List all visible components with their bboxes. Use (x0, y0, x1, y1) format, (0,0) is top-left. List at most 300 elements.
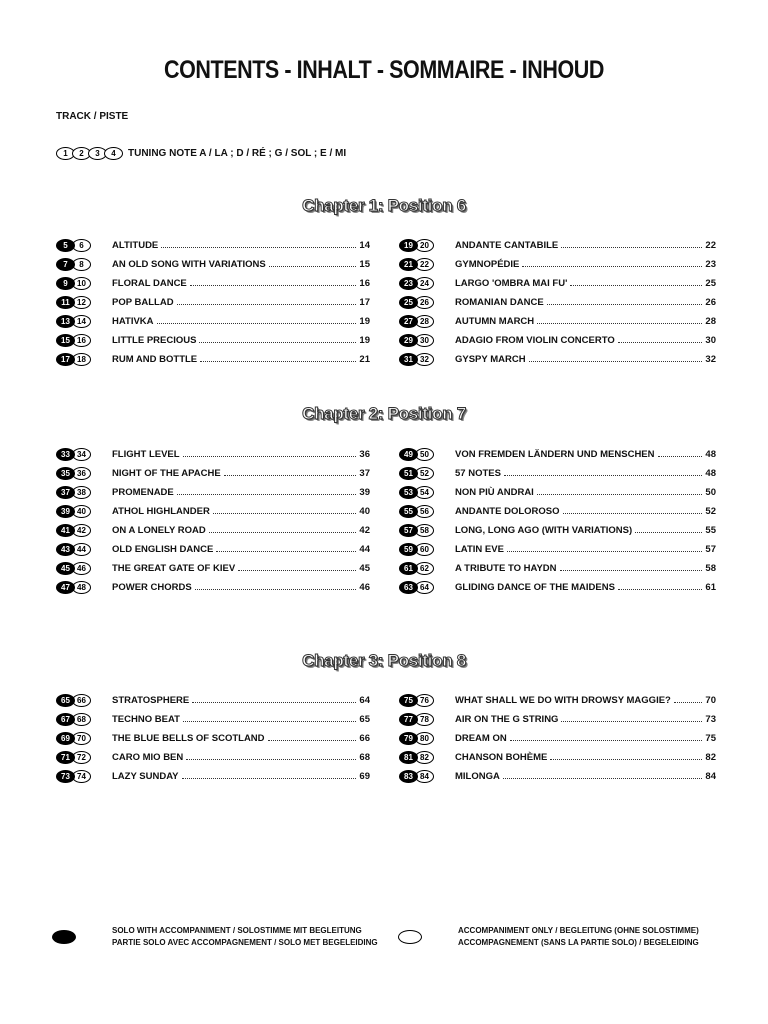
track-pair (56, 770, 112, 783)
toc-entry (56, 312, 370, 331)
entry-title: CARO MIO BEN (112, 752, 184, 763)
track-pair (399, 334, 455, 347)
solo-track-badge: 41 (56, 524, 75, 537)
legend-accompaniment (398, 925, 699, 949)
track-pair (56, 239, 112, 252)
entry-page: 37 (359, 468, 370, 479)
track-pair (56, 486, 112, 499)
toc-entry (56, 483, 370, 502)
entry-title: LAZY SUNDAY (112, 771, 179, 782)
entry-page: 52 (705, 506, 716, 517)
entry-page: 65 (359, 714, 370, 725)
track-pair (399, 467, 455, 480)
dot-leader (561, 721, 702, 722)
toc-entry (399, 502, 716, 521)
accompaniment-track-badge: 28 (415, 315, 434, 328)
entry-title: ADAGIO FROM VIOLIN CONCERTO (455, 335, 615, 346)
toc-entry (399, 559, 716, 578)
track-pair (399, 581, 455, 594)
toc-entry (56, 255, 370, 274)
entry-page: 44 (359, 544, 370, 555)
toc-entry (399, 445, 716, 464)
track-pair (56, 505, 112, 518)
entry-page: 66 (359, 733, 370, 744)
toc-entry (56, 464, 370, 483)
solo-track-badge: 19 (399, 239, 418, 252)
dot-leader (213, 513, 357, 514)
solo-track-badge: 17 (56, 353, 75, 366)
entry-title: ANDANTE CANTABILE (455, 240, 559, 251)
outline-oval-icon (398, 930, 422, 944)
dot-leader (238, 570, 356, 571)
entry-page: 64 (359, 695, 370, 706)
entry-page: 21 (359, 354, 370, 365)
entry-title: RUM AND BOTTLE (112, 354, 198, 365)
entry-page: 19 (359, 316, 370, 327)
solo-track-badge: 61 (399, 562, 418, 575)
toc-entry (56, 350, 370, 369)
accompaniment-track-badge: 22 (415, 258, 434, 271)
toc-entry (399, 748, 716, 767)
solo-track-badge: 65 (56, 694, 75, 707)
dot-leader (674, 702, 703, 703)
accompaniment-track-badge: 8 (72, 258, 91, 271)
dot-leader (529, 361, 703, 362)
entry-title: GYSPY MARCH (455, 354, 526, 365)
solo-track-badge: 5 (56, 239, 75, 252)
legend-accomp-line2: ACCOMPAGNEMENT (SANS LA PARTIE SOLO) / BEGELEIDING (458, 938, 699, 947)
toc-entry (399, 578, 716, 597)
entry-page: 61 (705, 582, 716, 593)
toc-column-right (399, 236, 716, 369)
entry-title: CHANSON BOHÈME (455, 752, 548, 763)
track-pair (399, 353, 455, 366)
solo-track-badge: 9 (56, 277, 75, 290)
entry-title: GYMNOPÉDIE (455, 259, 520, 270)
track-pair (56, 543, 112, 556)
solo-track-badge: 33 (56, 448, 75, 461)
accompaniment-track-badge: 34 (72, 448, 91, 461)
solo-track-badge: 57 (399, 524, 418, 537)
accompaniment-track-badge: 26 (415, 296, 434, 309)
legend-solo (52, 925, 378, 949)
accompaniment-track-badge: 14 (72, 315, 91, 328)
toc-entry (399, 274, 716, 293)
solo-track-badge: 73 (56, 770, 75, 783)
entry-title: WHAT SHALL WE DO WITH DROWSY MAGGIE? (455, 695, 671, 706)
accompaniment-track-badge: 58 (415, 524, 434, 537)
track-pair (399, 713, 455, 726)
entry-page: 25 (705, 278, 716, 289)
dot-leader (522, 266, 702, 267)
chapter-heading: Chapter 2: Position 7 (302, 404, 466, 423)
entry-page: 84 (705, 771, 716, 782)
entry-page: 32 (705, 354, 716, 365)
solo-track-badge: 21 (399, 258, 418, 271)
solo-track-badge: 59 (399, 543, 418, 556)
track-pair (399, 524, 455, 537)
entry-page: 75 (705, 733, 716, 744)
toc-entry (399, 255, 716, 274)
entry-page: 23 (705, 259, 716, 270)
entry-title: AN OLD SONG WITH VARIATIONS (112, 259, 266, 270)
toc-entry (399, 483, 716, 502)
accompaniment-track-badge: 78 (415, 713, 434, 726)
toc-entry (56, 559, 370, 578)
entry-title: ATHOL HIGHLANDER (112, 506, 210, 517)
entry-title: NIGHT OF THE APACHE (112, 468, 221, 479)
solo-track-badge: 15 (56, 334, 75, 347)
track-pair (399, 543, 455, 556)
entry-title: LARGO 'OMBRA MAI FU' (455, 278, 568, 289)
entry-page: 57 (705, 544, 716, 555)
entry-title: AUTUMN MARCH (455, 316, 535, 327)
entry-page: 26 (705, 297, 716, 308)
accompaniment-track-badge: 52 (415, 467, 434, 480)
dot-leader (224, 475, 357, 476)
dot-leader (183, 721, 357, 722)
accompaniment-track-badge: 60 (415, 543, 434, 556)
accompaniment-track-badge: 54 (415, 486, 434, 499)
dot-leader (209, 532, 357, 533)
entry-page: 55 (705, 525, 716, 536)
toc-entry (399, 312, 716, 331)
legend-accomp-line1: ACCOMPANIMENT ONLY / BEGLEITUNG (OHNE SOLOSTIMME) (458, 926, 699, 935)
entry-page: 58 (705, 563, 716, 574)
toc-entry (56, 729, 370, 748)
accompaniment-track-badge: 56 (415, 505, 434, 518)
solo-track-badge: 39 (56, 505, 75, 518)
accompaniment-track-badge: 48 (72, 581, 91, 594)
entry-title: LONG, LONG AGO (WITH VARIATIONS) (455, 525, 633, 536)
track-pair (56, 751, 112, 764)
toc-entry (399, 521, 716, 540)
entry-title: ROMANIAN DANCE (455, 297, 544, 308)
toc-entry (56, 293, 370, 312)
entry-title: 57 NOTES (455, 468, 501, 479)
solo-track-badge: 23 (399, 277, 418, 290)
entry-page: 36 (359, 449, 370, 460)
solo-track-badge: 69 (56, 732, 75, 745)
entry-title: ALTITUDE (112, 240, 159, 251)
track-pair (56, 713, 112, 726)
toc-entry (56, 445, 370, 464)
dot-leader (618, 589, 703, 590)
entry-title: NON PIÙ ANDRAI (455, 487, 534, 498)
track-pair (399, 448, 455, 461)
dot-leader (537, 323, 702, 324)
toc-column-left (56, 236, 370, 369)
track-pair (56, 334, 112, 347)
toc-entry (399, 540, 716, 559)
entry-page: 19 (359, 335, 370, 346)
dot-leader (216, 551, 356, 552)
dot-leader (563, 513, 703, 514)
entry-page: 69 (359, 771, 370, 782)
track-pair (56, 732, 112, 745)
entry-title: OLD ENGLISH DANCE (112, 544, 214, 555)
toc-entry (56, 748, 370, 767)
solo-track-badge: 47 (56, 581, 75, 594)
entry-title: DREAM ON (455, 733, 507, 744)
accompaniment-track-badge: 16 (72, 334, 91, 347)
track-pair (399, 505, 455, 518)
track-badge: 4 (104, 147, 123, 160)
entry-title: POP BALLAD (112, 297, 174, 308)
dot-leader (177, 304, 357, 305)
toc-entry (56, 691, 370, 710)
entry-page: 50 (705, 487, 716, 498)
dot-leader (658, 456, 703, 457)
solo-track-badge: 51 (399, 467, 418, 480)
track-pair (56, 315, 112, 328)
entry-title: LITTLE PRECIOUS (112, 335, 197, 346)
entry-page: 82 (705, 752, 716, 763)
dot-leader (182, 778, 357, 779)
entry-title: FLIGHT LEVEL (112, 449, 180, 460)
entry-title: ON A LONELY ROAD (112, 525, 206, 536)
accompaniment-track-badge: 62 (415, 562, 434, 575)
dot-leader (186, 759, 356, 760)
entry-page: 14 (359, 240, 370, 251)
toc-column-right (399, 445, 716, 597)
dot-leader (504, 475, 702, 476)
chapter-heading: Chapter 1: Position 6 (302, 196, 466, 215)
entry-title: AIR ON THE G STRING (455, 714, 559, 725)
entry-title: GLIDING DANCE OF THE MAIDENS (455, 582, 615, 593)
entry-page: 40 (359, 506, 370, 517)
dot-leader (195, 589, 357, 590)
accompaniment-track-badge: 10 (72, 277, 91, 290)
dot-leader (618, 342, 703, 343)
accompaniment-track-badge: 72 (72, 751, 91, 764)
entry-title: A TRIBUTE TO HAYDN (455, 563, 557, 574)
solo-track-badge: 45 (56, 562, 75, 575)
track-pair (399, 258, 455, 271)
toc-entry (56, 236, 370, 255)
entry-title: MILONGA (455, 771, 500, 782)
solo-track-badge: 67 (56, 713, 75, 726)
page-title: CONTENTS - INHALT - SOMMAIRE - INHOUD (164, 56, 604, 84)
toc-entry (399, 464, 716, 483)
dot-leader (560, 570, 703, 571)
entry-title: POWER CHORDS (112, 582, 192, 593)
accompaniment-track-badge: 12 (72, 296, 91, 309)
entry-page: 15 (359, 259, 370, 270)
dot-leader (157, 323, 357, 324)
entry-title: HATIVKA (112, 316, 154, 327)
solo-track-badge: 81 (399, 751, 418, 764)
entry-page: 22 (705, 240, 716, 251)
accompaniment-track-badge: 46 (72, 562, 91, 575)
entry-page: 68 (359, 752, 370, 763)
dot-leader (192, 702, 356, 703)
entry-page: 45 (359, 563, 370, 574)
track-pair (56, 277, 112, 290)
track-pair (56, 524, 112, 537)
entry-title: LATIN EVE (455, 544, 504, 555)
toc-entry (56, 578, 370, 597)
accompaniment-track-badge: 80 (415, 732, 434, 745)
toc-entry (56, 331, 370, 350)
accompaniment-track-badge: 76 (415, 694, 434, 707)
dot-leader (547, 304, 703, 305)
toc-entry (399, 236, 716, 255)
toc-entry (56, 502, 370, 521)
accompaniment-track-badge: 50 (415, 448, 434, 461)
toc-entry (56, 767, 370, 786)
legend-solo-line1: SOLO WITH ACCOMPANIMENT / SOLOSTIMME MIT BEGLEITUNG (112, 926, 362, 935)
track-badge: 1 (56, 147, 75, 160)
solo-track-badge: 75 (399, 694, 418, 707)
toc-entry (399, 767, 716, 786)
dot-leader (199, 342, 356, 343)
entry-page: 17 (359, 297, 370, 308)
track-pair (56, 467, 112, 480)
dot-leader (561, 247, 702, 248)
track-pair (399, 296, 455, 309)
accompaniment-track-badge: 20 (415, 239, 434, 252)
accompaniment-track-badge: 64 (415, 581, 434, 594)
track-pair (56, 694, 112, 707)
dot-leader (269, 266, 357, 267)
solo-track-badge: 63 (399, 581, 418, 594)
dot-leader (268, 740, 357, 741)
accompaniment-track-badge: 38 (72, 486, 91, 499)
accompaniment-track-badge: 84 (415, 770, 434, 783)
toc-entry (399, 729, 716, 748)
solo-track-badge: 27 (399, 315, 418, 328)
entry-title: STRATOSPHERE (112, 695, 190, 706)
track-badge: 3 (88, 147, 107, 160)
solo-track-badge: 43 (56, 543, 75, 556)
entry-title: ANDANTE DOLOROSO (455, 506, 560, 517)
track-pair (399, 486, 455, 499)
solo-track-badge: 25 (399, 296, 418, 309)
entry-title: THE BLUE BELLS OF SCOTLAND (112, 733, 265, 744)
dot-leader (507, 551, 703, 552)
dot-leader (537, 494, 703, 495)
dot-leader (161, 247, 356, 248)
solo-track-badge: 49 (399, 448, 418, 461)
accompaniment-track-badge: 36 (72, 467, 91, 480)
solo-track-badge: 77 (399, 713, 418, 726)
toc-entry (399, 691, 716, 710)
toc-entry (56, 274, 370, 293)
dot-leader (183, 456, 357, 457)
solo-track-badge: 53 (399, 486, 418, 499)
track-pair (399, 770, 455, 783)
toc-entry (399, 350, 716, 369)
track-pair (399, 732, 455, 745)
track-pair (399, 277, 455, 290)
entry-page: 46 (359, 582, 370, 593)
dot-leader (503, 778, 703, 779)
toc-column-left (56, 691, 370, 786)
tuning-note-text: TUNING NOTE A / LA ; D / RÉ ; G / SOL ; E / MI (128, 147, 347, 159)
solo-track-badge: 7 (56, 258, 75, 271)
solo-track-badge: 11 (56, 296, 75, 309)
entry-page: 70 (705, 695, 716, 706)
accompaniment-track-badge: 66 (72, 694, 91, 707)
solo-track-badge: 83 (399, 770, 418, 783)
dot-leader (570, 285, 702, 286)
entry-title: TECHNO BEAT (112, 714, 180, 725)
accompaniment-track-badge: 74 (72, 770, 91, 783)
entry-title: VON FREMDEN LÄNDERN UND MENSCHEN (455, 449, 655, 460)
entry-page: 39 (359, 487, 370, 498)
accompaniment-track-badge: 68 (72, 713, 91, 726)
accompaniment-track-badge: 6 (72, 239, 91, 252)
accompaniment-track-badge: 30 (415, 334, 434, 347)
entry-title: THE GREAT GATE OF KIEV (112, 563, 236, 574)
accompaniment-track-badge: 70 (72, 732, 91, 745)
dot-leader (635, 532, 702, 533)
track-pair (56, 296, 112, 309)
entry-page: 48 (705, 449, 716, 460)
track-pair (399, 315, 455, 328)
solo-track-badge: 13 (56, 315, 75, 328)
filled-oval-icon (52, 930, 76, 944)
accompaniment-track-badge: 42 (72, 524, 91, 537)
toc-entry (56, 521, 370, 540)
track-pair (56, 353, 112, 366)
accompaniment-track-badge: 18 (72, 353, 91, 366)
dot-leader (200, 361, 356, 362)
track-pair (399, 239, 455, 252)
solo-track-badge: 35 (56, 467, 75, 480)
entry-page: 48 (705, 468, 716, 479)
toc-entry (56, 710, 370, 729)
chapter-heading: Chapter 3: Position 8 (302, 651, 466, 670)
accompaniment-track-badge: 44 (72, 543, 91, 556)
entry-page: 16 (359, 278, 370, 289)
entry-page: 73 (705, 714, 716, 725)
entry-title: PROMENADE (112, 487, 174, 498)
toc-column-right (399, 691, 716, 786)
track-pair (56, 258, 112, 271)
track-badge: 2 (72, 147, 91, 160)
toc-entry (56, 540, 370, 559)
entry-page: 30 (705, 335, 716, 346)
track-pair (399, 562, 455, 575)
track-pair (399, 751, 455, 764)
toc-column-left (56, 445, 370, 597)
entry-page: 42 (359, 525, 370, 536)
accompaniment-track-badge: 32 (415, 353, 434, 366)
track-pair (56, 581, 112, 594)
accompaniment-track-badge: 24 (415, 277, 434, 290)
solo-track-badge: 37 (56, 486, 75, 499)
dot-leader (510, 740, 703, 741)
solo-track-badge: 71 (56, 751, 75, 764)
toc-entry (399, 710, 716, 729)
solo-track-badge: 55 (399, 505, 418, 518)
track-pair (56, 562, 112, 575)
legend-solo-line2: PARTIE SOLO AVEC ACCOMPAGNEMENT / SOLO MET BEGELEIDING (112, 938, 378, 947)
solo-track-badge: 29 (399, 334, 418, 347)
entry-title: FLORAL DANCE (112, 278, 187, 289)
solo-track-badge: 79 (399, 732, 418, 745)
accompaniment-track-badge: 40 (72, 505, 91, 518)
accompaniment-track-badge: 82 (415, 751, 434, 764)
toc-entry (399, 331, 716, 350)
solo-track-badge: 31 (399, 353, 418, 366)
dot-leader (177, 494, 357, 495)
track-pair (399, 694, 455, 707)
dot-leader (550, 759, 702, 760)
track-pair (56, 448, 112, 461)
